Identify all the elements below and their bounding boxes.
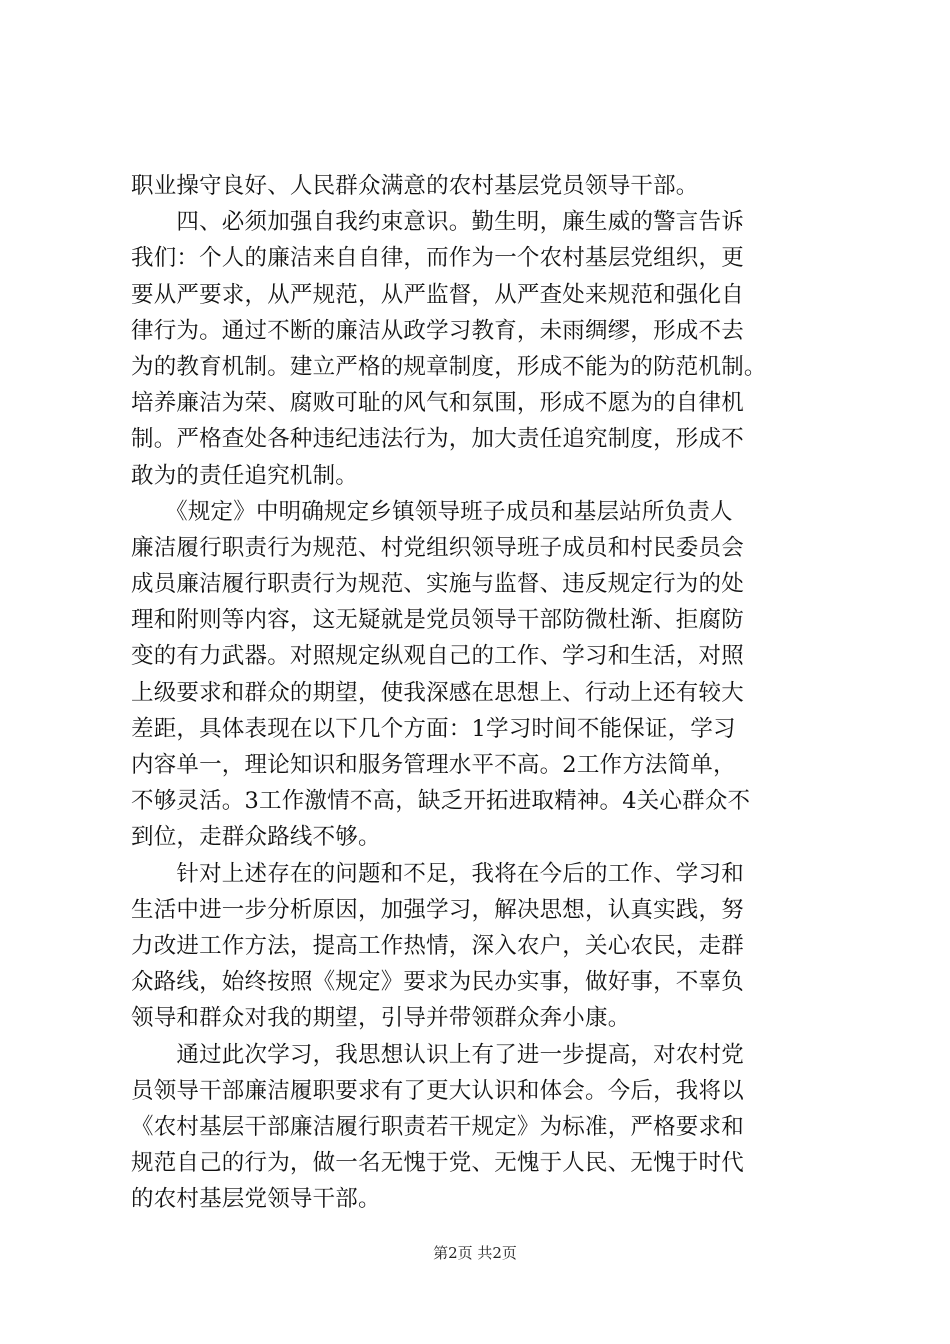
- text-line: 要从严要求，从严规范，从严监督，从严查处来规范和强化自: [131, 281, 744, 308]
- text-line: 差距，具体表现在以下几个方面：1学习时间不能保证，学习: [131, 715, 736, 742]
- text-line: 力改进工作方法，提高工作热情，深入农户，关心农民，走群: [131, 932, 744, 959]
- text-line: 理和附则等内容，这无疑就是党员领导干部防微杜渐、拒腐防: [131, 607, 744, 634]
- text-line: 廉洁履行职责行为规范、村党组织领导班子成员和村民委员会: [131, 534, 744, 561]
- text-line: 成员廉洁履行职责行为规范、实施与监督、违反规定行为的处: [131, 571, 744, 598]
- text-line: 上级要求和群众的期望，使我深感在思想上、行动上还有较大: [131, 679, 744, 706]
- text-line: 《农村基层干部廉洁履行职责若干规定》为标准，严格要求和: [131, 1113, 744, 1140]
- document-body: [131, 168, 831, 1217]
- text-line: 变的有力武器。对照规定纵观自己的工作、学习和生活，对照: [131, 643, 744, 670]
- text-line: 敢为的责任追究机制。: [131, 462, 359, 489]
- text-line: 众路线，始终按照《规定》要求为民办实事，做好事，不辜负: [131, 969, 744, 996]
- text-line: 内容单一，理论知识和服务管理水平不高。2工作方法简单，: [131, 752, 736, 778]
- text-line: 针对上述存在的问题和不足，我将在今后的工作、学习和: [131, 860, 744, 887]
- text-line: 的农村基层党领导干部。: [131, 1186, 381, 1213]
- text-line: 规范自己的行为，做一名无愧于党、无愧于人民、无愧于时代: [131, 1150, 744, 1177]
- text-line: 生活中进一步分析原因，加强学习，解决思想，认真实践，努: [131, 896, 744, 923]
- text-line: 通过此次学习，我思想认识上有了进一步提高，对农村党: [131, 1041, 744, 1068]
- text-line: 职业操守良好、人民群众满意的农村基层党员领导干部。: [131, 173, 699, 199]
- text-line: 领导和群众对我的期望，引导并带领群众奔小康。: [131, 1005, 631, 1032]
- text-line: 《规定》中明确规定乡镇领导班子成员和基层站所负责人: [131, 498, 733, 525]
- text-line: 到位，走群众路线不够。: [131, 824, 381, 851]
- text-line: 律行为。通过不断的廉洁从政学习教育，未雨绸缪，形成不去: [131, 317, 744, 344]
- text-line: 员领导干部廉洁履职要求有了更大认识和体会。今后，我将以: [131, 1077, 744, 1104]
- page-footer: 第2页 共2页: [433, 1244, 517, 1262]
- text-line: 制。严格查处各种违纪违法行为，加大责任追究制度，形成不: [131, 426, 744, 453]
- text-line: 四、必须加强自我约束意识。勤生明，廉生威的警言告诉: [131, 209, 744, 236]
- text-line: 培养廉洁为荣、腐败可耻的风气和氛围，形成不愿为的自律机: [131, 390, 744, 417]
- text-line: 为的教育机制。建立严格的规章制度，形成不能为的防范机制。: [131, 353, 767, 380]
- text-line: 不够灵活。3工作激情不高，缺乏开拓进取精神。4关心群众不: [131, 788, 751, 815]
- text-line: 我们：个人的廉洁来自自律，而作为一个农村基层党组织，更: [131, 245, 744, 272]
